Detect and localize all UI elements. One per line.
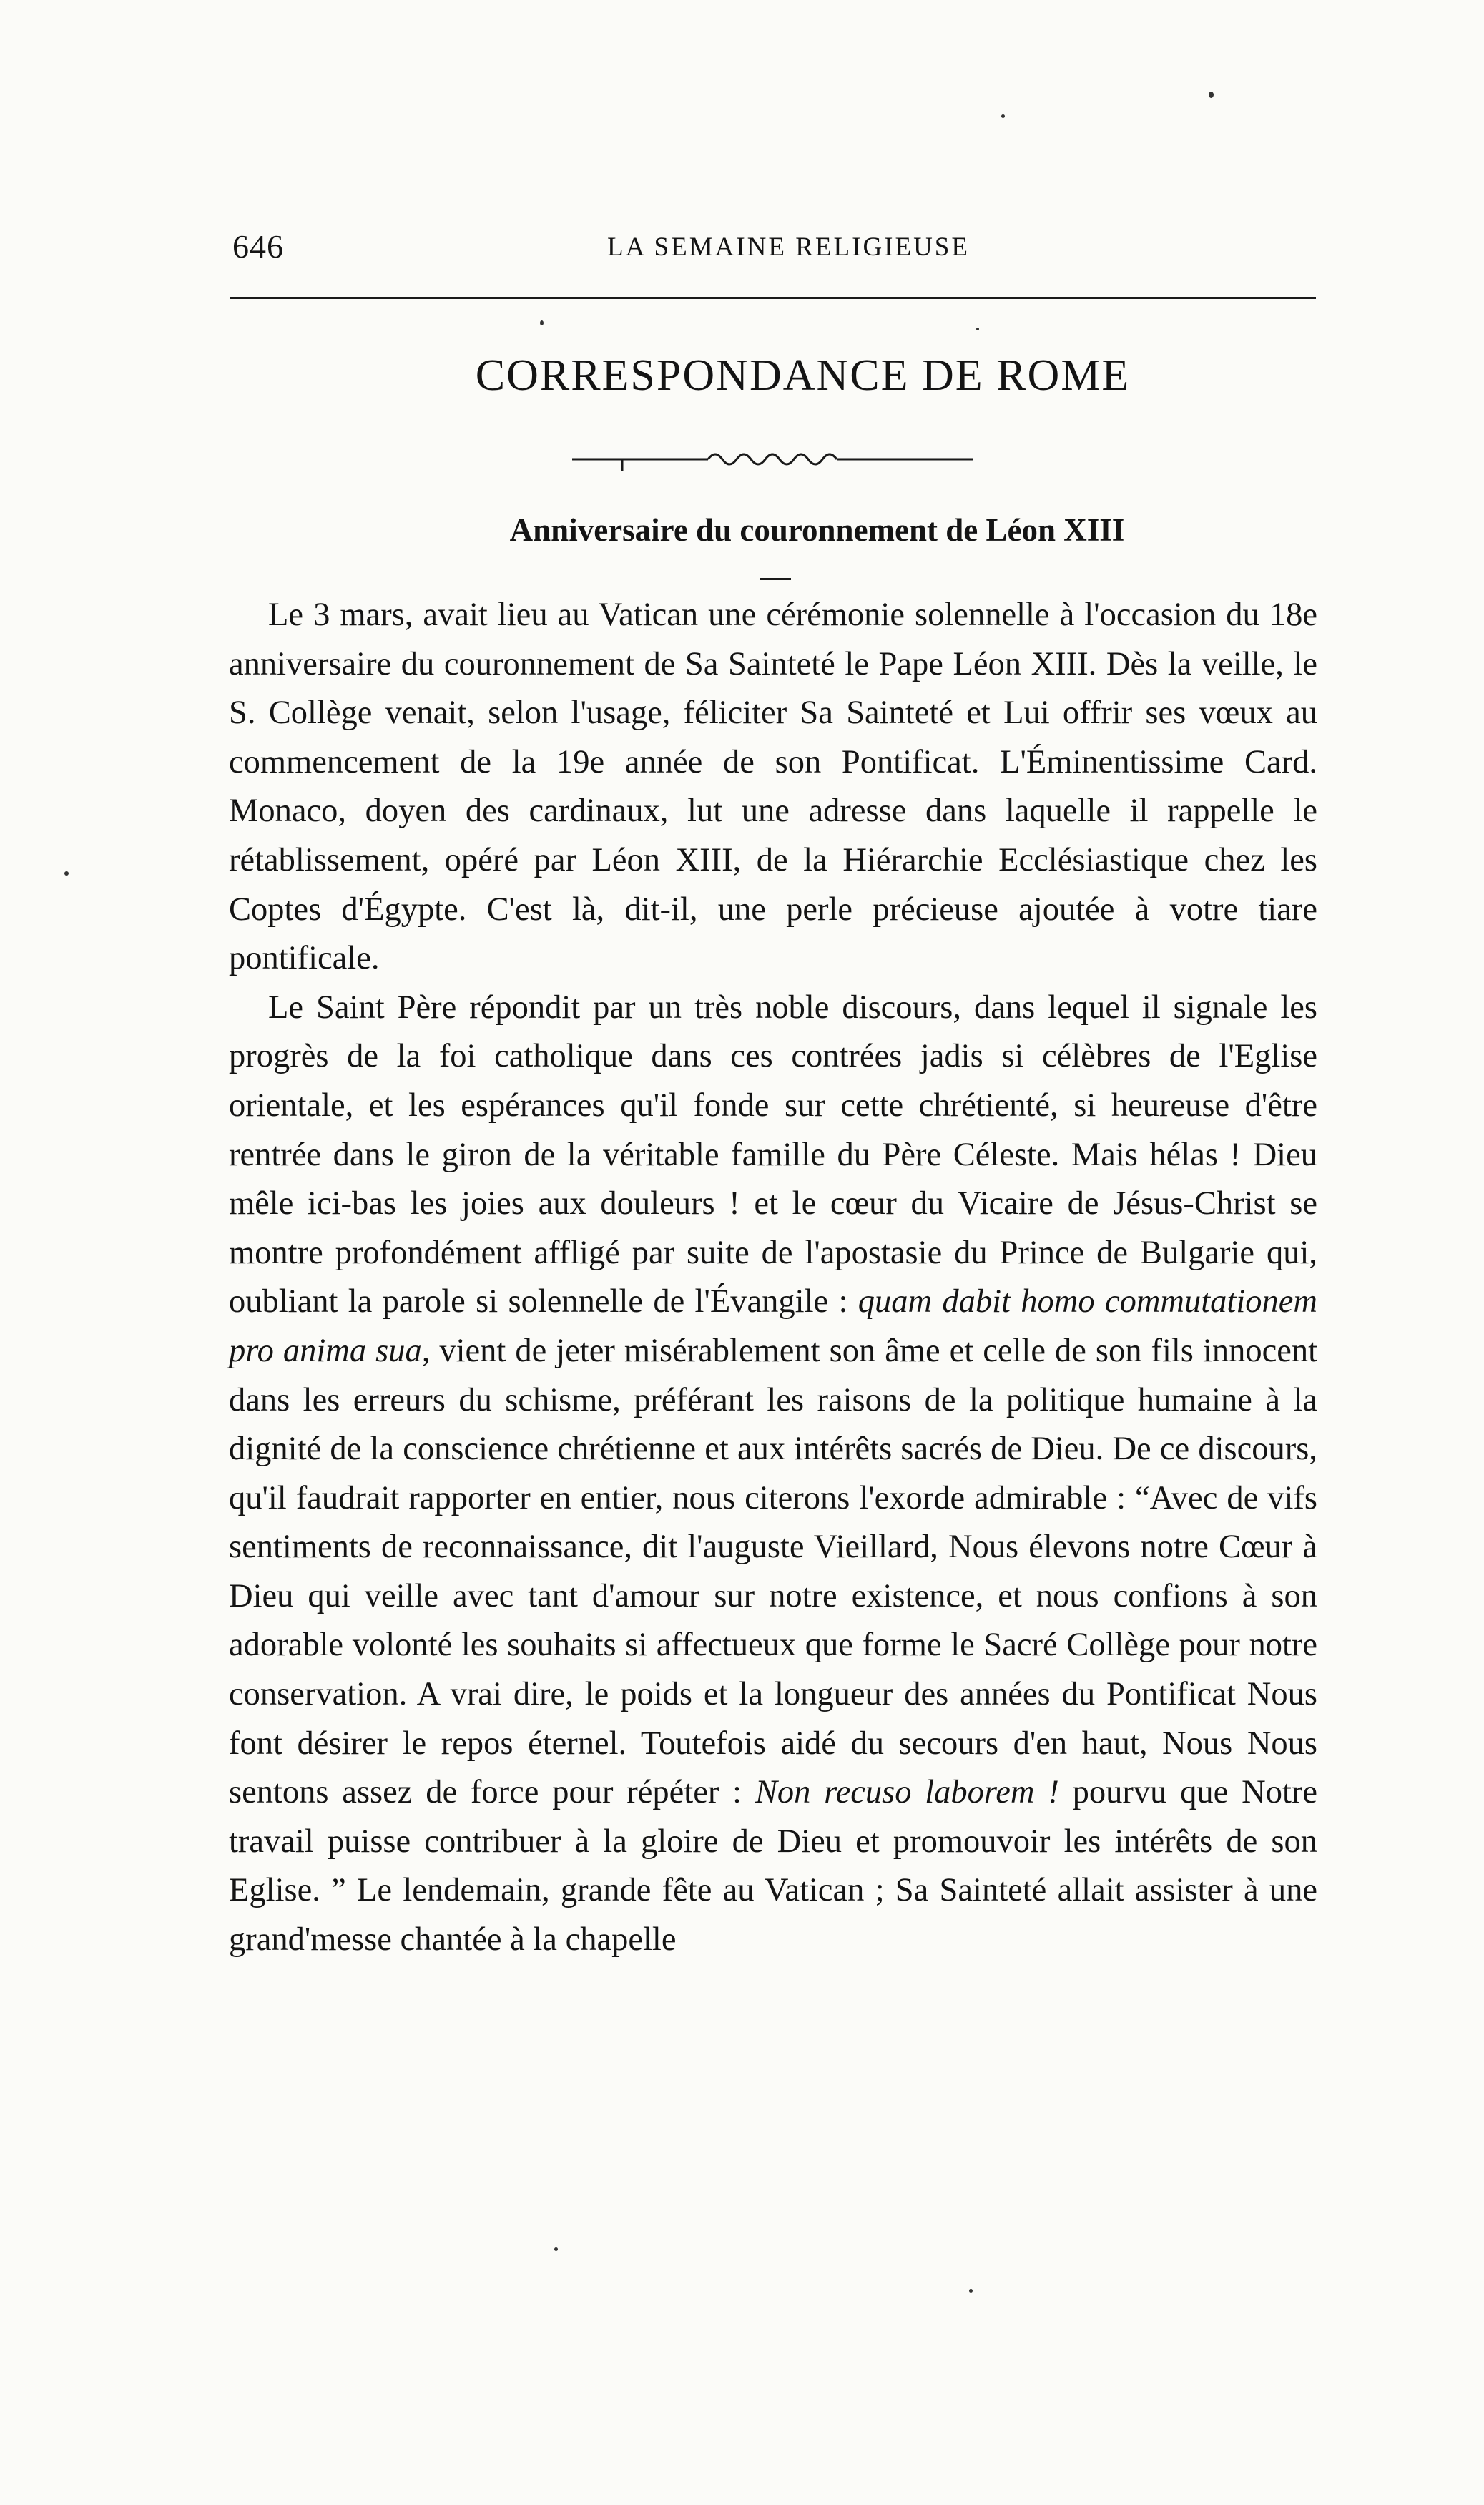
page-number: 646 [232, 228, 284, 265]
scan-speck [540, 320, 544, 325]
article-subtitle: Anniversaire du couronnement de Léon XIII [509, 512, 1125, 548]
latin-quotation: quam dabit homo commutationem pro anima sua, [229, 1283, 1317, 1369]
scan-speck [554, 2247, 558, 2251]
header-rule [230, 297, 1316, 299]
scan-speck [969, 2289, 973, 2293]
scan-speck [1209, 92, 1214, 98]
scan-speck [976, 328, 979, 330]
paragraph: Le 3 mars, avait lieu au Vatican une cérémonie solennelle à l'occasion du 18e anniversaire du couronnement de Sa Sainteté le Pape Léon XIII. Dès la veille, le S. Collège venait, selon l'usage, féliciter Sa Sainteté et Lui offrir ses vœux au commencement de la 19e année de son Pontificat. L'Éminentissime Card. Monaco, doyen des cardinaux, lut une adresse dans laquelle il rappelle le rétablissement, opéré par Léon XIII, de la Hiérarchie Ecclésiastique chez les Coptes d'Égypte. C'est là, dit-il, une perle précieuse ajoutée à votre tiare pontificale. [229, 597, 1317, 977]
paragraph-text: pourvu que Notre travail puisse contribuer à la gloire de Dieu et promouvoir les intérêts de son Eglise. ” Le lendemain, grande fête au Vatican ; Sa Sainteté allait assister à une grand'messe chantée à la chapelle [229, 1774, 1317, 1959]
latin-quotation: Non recuso laborem ! [755, 1774, 1059, 1811]
ornament-divider [572, 443, 973, 472]
article-body [229, 591, 1317, 1965]
subtitle-rule [760, 578, 791, 580]
scan-speck [1001, 114, 1005, 118]
paragraph-text: Le Saint Père répondit par un très noble discours, dans lequel il signale les progrès de la foi catholique dans ces contrées jadis si célèbres de l'Eglise orientale, et les espérances qu'il fonde sur cette chrétienté, si heureuse d'être rentrée dans le giron de la véritable famille du Père Céleste. Mais hélas ! Dieu mêle ici-bas les joies aux douleurs ! et le cœur du Vicaire de Jésus-Christ se montre profondément affligé par suite de l'apostasie du Prince de Bulgarie qui, oubliant la parole si solennelle de l'Évangile : [229, 989, 1317, 1320]
article-title: CORRESPONDANCE DE ROME [475, 351, 1131, 400]
paragraph-text: vient de jeter misérablement son âme et celle de son fils innocent dans les erreurs du schisme, préférant les raisons de la politique humaine à la dignité de la conscience chrétienne et aux intérêts sacrés de Dieu. De ce discours, qu'il faudrait rapporter en entier, nous citerons l'exorde admirable : “Avec de vifs sentiments de reconnaissance, dit l'auguste Vieillard, Nous élevons notre Cœur à Dieu qui veille avec tant d'amour sur notre existence, et nous confions à son adorable volonté les souhaits si affectueux que forme le Sacré Collège pour notre conservation. A vrai dire, le poids et la longueur des années du Pontificat Nous font désirer le repos éternel. Toutefois aidé du secours d'en haut, Nous Nous sentons assez de force pour répéter : [229, 1332, 1318, 1811]
running-head [232, 227, 1316, 270]
running-title: LA SEMAINE RELIGIEUSE [607, 232, 970, 262]
paragraph [229, 984, 1317, 1965]
scan-speck [64, 871, 69, 876]
